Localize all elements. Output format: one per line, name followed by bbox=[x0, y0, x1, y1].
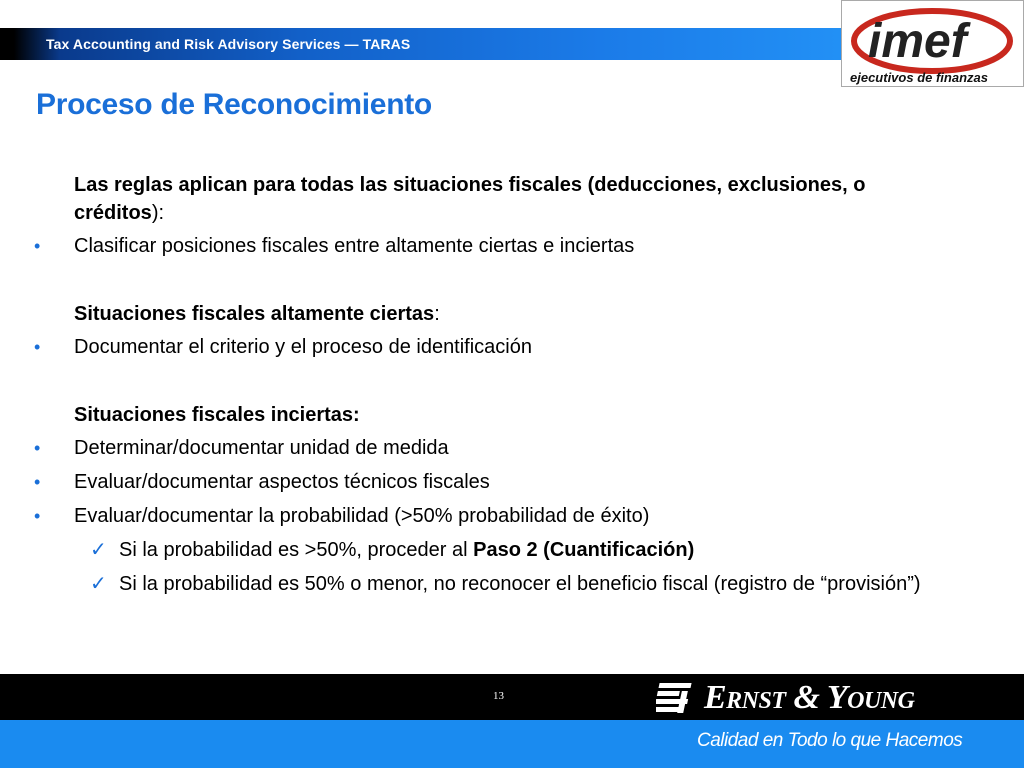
sub-bullet-bold: Paso 2 (Cuantificación) bbox=[473, 539, 695, 561]
bullet-icon: • bbox=[34, 438, 41, 458]
imef-logo-subtitle: ejecutivos de finanzas bbox=[850, 70, 988, 85]
bullet-item: Evaluar/documentar aspectos técnicos fiscales bbox=[74, 471, 490, 493]
section-heading-certain bbox=[74, 300, 440, 328]
intro-bold: Las reglas aplican para todas las situaciones fiscales (deducciones, exclusiones, o bbox=[74, 174, 866, 196]
bullet-icon: • bbox=[34, 472, 41, 492]
imef-logo-name: imef bbox=[868, 15, 967, 68]
bullet-item: Documentar el criterio y el proceso de identificación bbox=[74, 336, 532, 358]
slide-title: Proceso de Reconocimiento bbox=[36, 88, 432, 121]
intro-bold-cont: créditos bbox=[74, 202, 152, 224]
ey-company-name: Ernst & Young bbox=[704, 679, 915, 716]
section-heading-uncertain bbox=[74, 401, 360, 429]
page-number: 13 bbox=[493, 690, 504, 702]
bullet-item: Determinar/documentar unidad de medida bbox=[74, 437, 449, 459]
intro-suffix: ): bbox=[151, 202, 165, 224]
bullet-item: Evaluar/documentar la probabilidad (>50% probabilidad de éxito) bbox=[74, 505, 650, 527]
sub-bullet-text: Si la probabilidad es >50%, proceder al bbox=[119, 539, 474, 561]
intro-line-1 bbox=[74, 171, 865, 199]
header-title: Tax Accounting and Risk Advisory Services — TARAS bbox=[46, 36, 411, 52]
checkmark-icon: ✓ bbox=[90, 573, 107, 595]
section-heading-certain-suffix: : bbox=[434, 303, 440, 325]
bullet-icon: • bbox=[34, 506, 41, 526]
section-heading-certain-bold: Situaciones fiscales altamente ciertas bbox=[74, 303, 435, 325]
sub-bullet-item bbox=[119, 536, 694, 564]
bullet-item: Clasificar posiciones fiscales entre altamente ciertas e inciertas bbox=[74, 235, 635, 257]
checkmark-icon: ✓ bbox=[90, 539, 107, 561]
ernst-young-logo bbox=[656, 680, 914, 716]
intro-line-2 bbox=[74, 199, 164, 227]
sub-bullet-item: Si la probabilidad es 50% o menor, no reconocer el beneficio fiscal (registro de “provisión”) bbox=[119, 573, 921, 595]
section-heading-uncertain-bold: Situaciones fiscales inciertas: bbox=[74, 404, 360, 426]
bullet-icon: • bbox=[34, 236, 41, 256]
ey-stripes-icon bbox=[656, 681, 696, 715]
imef-logo-graphic bbox=[842, 1, 1023, 86]
imef-logo bbox=[841, 0, 1024, 87]
footer-tagline: Calidad en Todo lo que Hacemos bbox=[697, 730, 963, 751]
bullet-icon: • bbox=[34, 337, 41, 357]
